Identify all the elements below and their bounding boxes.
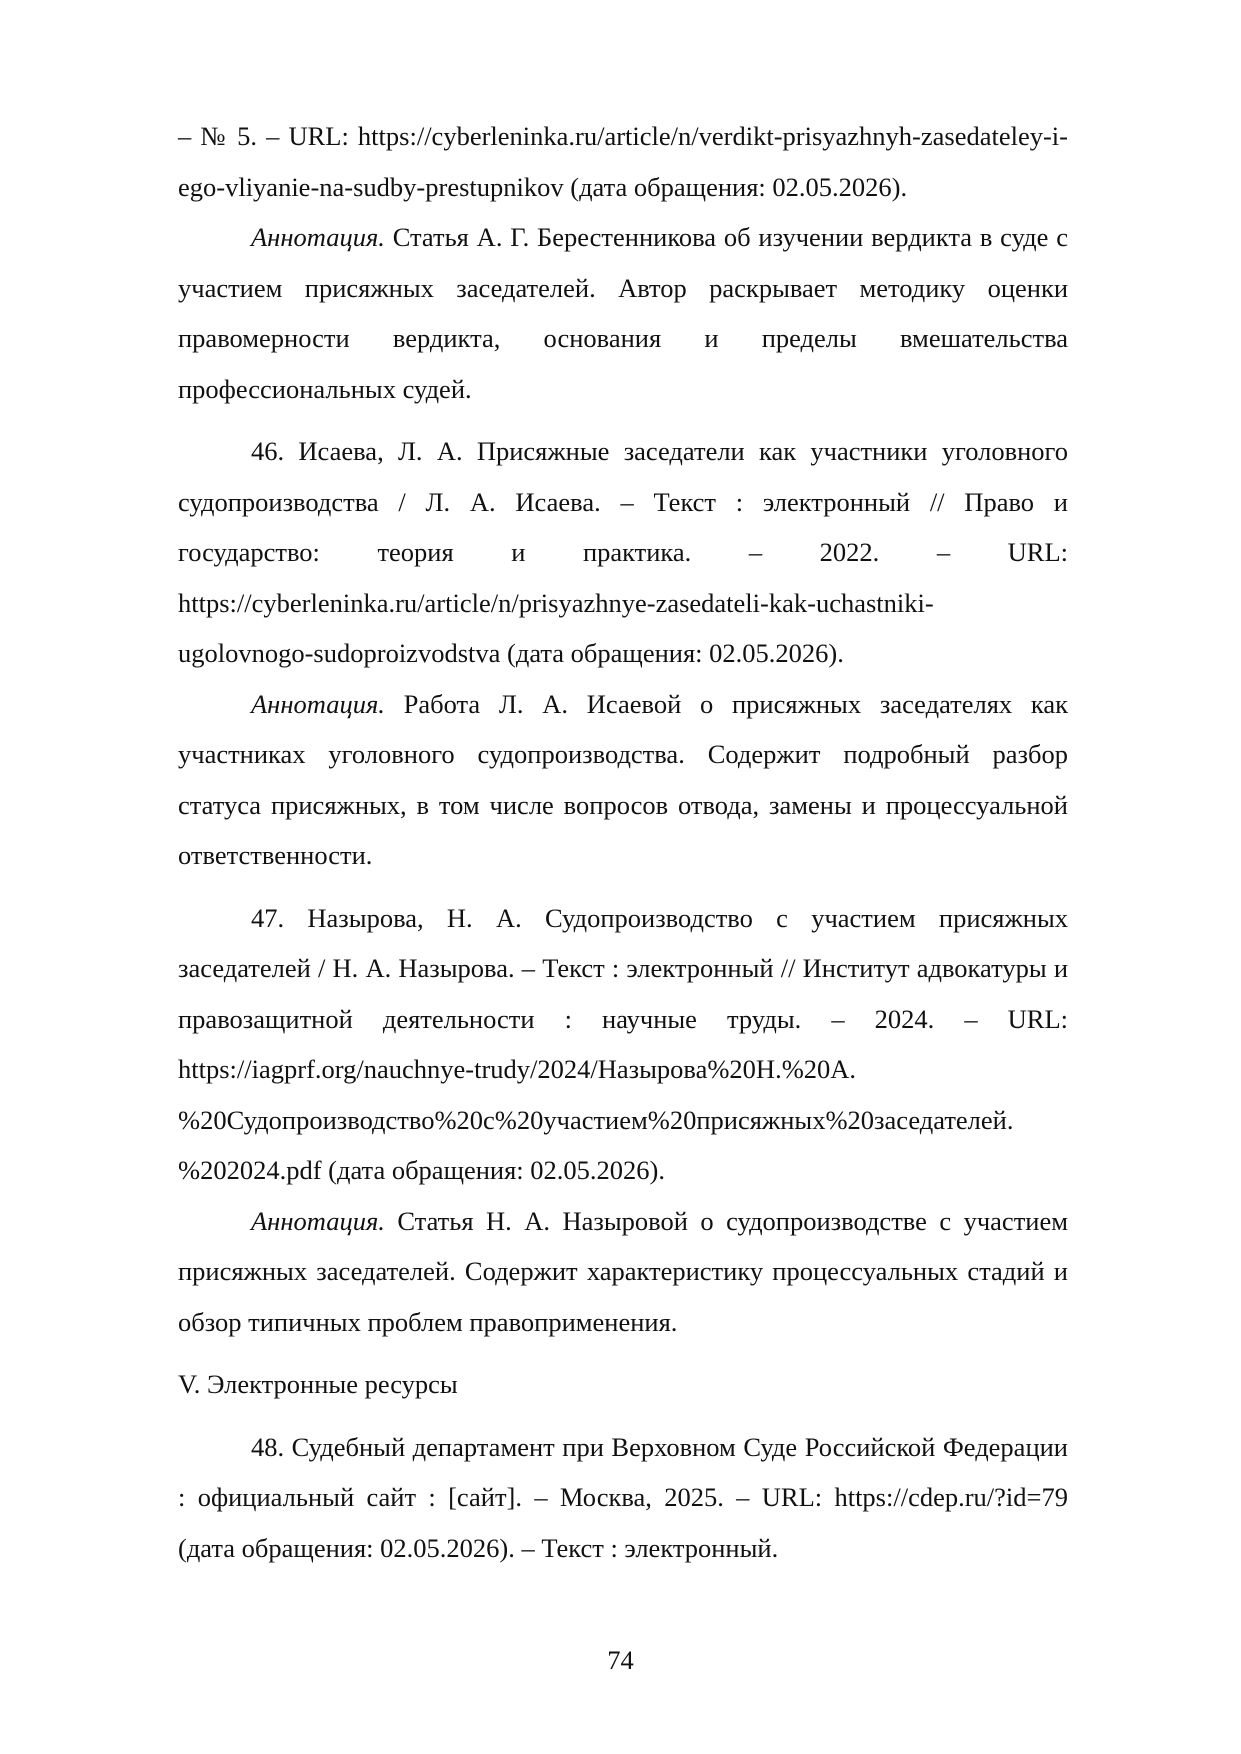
annotation-text: Работа Л. А. Исаевой о присяжных заседателях как участниках уголовного судопроизводства. Содержит подробный разбор статуса присяжных, в том числе вопросов отвода, замены и процессуальной ответственности.: [178, 688, 1068, 870]
entry-47-url-line3: [178, 1145, 1068, 1196]
annotation-text: Статья Н. А. Назыровой о судопроизводстве с участием присяжных заседателей. Содержит характеристику процессуальных стадий и обзор типичных проблем правоприменения.: [178, 1205, 1068, 1337]
section-heading: V. Электронные ресурсы: [178, 1369, 458, 1399]
bibliography-content: [178, 111, 1068, 1573]
entry-47-url-line2: [178, 1095, 1068, 1146]
page-number: 74: [607, 1645, 634, 1675]
entry-45-url-line1: – № 5. – URL: https://cyberleninka.ru/article/n/verdikt-prisyazhnyh-zasedateley-i-: [178, 121, 1068, 151]
entry-46-text: 46. Исаева, Л. А. Присяжные заседатели как участники уголовного судопроизводства / Л. А. Исаева. – Текст : электронный // Право и государство: теория и практика. – 2022. – URL: https://cyberleninka.ru/article/n/prisyazhnye-zasedateli-kak-uchastniki-ugolovnogo-sudoproizvodstva (дата обращения: 02.05.2026).: [178, 436, 1068, 668]
entry-48: [178, 1422, 1068, 1574]
annotation-label: Аннотация.: [251, 222, 385, 252]
entry-47-url-part1: https://iagprf.org/nauchnye-trudy/2024/Назырова%20Н.%20А.: [178, 1054, 857, 1084]
annotation-text: Статья А. Г. Берестенникова об изучении вердикта в суде с участием присяжных заседателей. Автор раскрывает методику оценки правомерности вердикта, основания и пределы вмешательства профессиональных судей.: [178, 222, 1068, 404]
entry-45-url-line2: ego-vliyanie-na-sudby-prestupnikov (дата обращения: 02.05.2026).: [178, 171, 908, 202]
entry-45-continuation-line2: [178, 162, 1068, 213]
entry-47-annotation: [178, 1196, 1068, 1348]
entry-46: [178, 426, 1068, 679]
entry-47-url-line1: [178, 1044, 1068, 1095]
annotation-label: Аннотация.: [251, 1205, 385, 1236]
entry-47-url-part2: %20Судопроизводство%20с%20участием%20присяжных%20заседателей.: [178, 1104, 1014, 1135]
entry-45-annotation: [178, 212, 1068, 414]
entry-47-url-part3: %202024.pdf (дата обращения: 02.05.2026).: [178, 1155, 665, 1185]
annotation-label: Аннотация.: [251, 688, 385, 719]
entry-48-text: 48. Судебный департамент при Верховном Суде Российской Федерации : официальный сайт : [сайт]. – Москва, 2025. – URL: https://cdep.ru/?id=79 (дата обращения: 02.05.2026). – Текст : электронный.: [178, 1431, 1068, 1563]
entry-46-annotation: [178, 679, 1068, 881]
entry-47: [178, 893, 1068, 1045]
entry-47-text: 47. Назырова, Н. А. Судопроизводство с участием присяжных заседателей / Н. А. Назырова. – Текст : электронный // Институт адвокатуры и правозащитной деятельности : научные труды. – 2024. – URL:: [178, 902, 1068, 1034]
entry-45-continuation: [178, 111, 1068, 162]
